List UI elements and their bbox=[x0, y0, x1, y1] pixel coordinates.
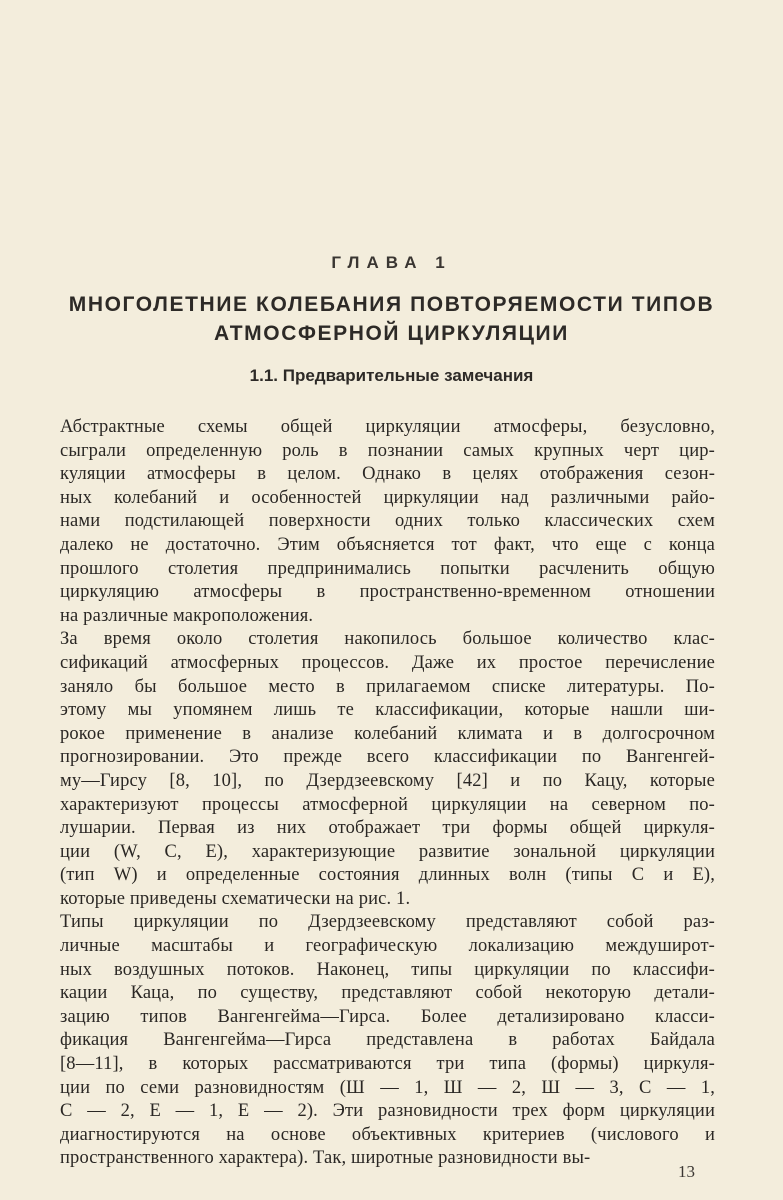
text-line: му—Гирсу [8, 10], по Дзердзеевскому [42] и по Кацу, которые bbox=[60, 770, 715, 791]
page-number: 13 bbox=[678, 1162, 695, 1181]
text-line: далеко не достаточно. Этим объясняется тот факт, что еще с конца bbox=[60, 534, 715, 555]
body-text bbox=[60, 416, 715, 1171]
text-line: За время около столетия накопилось большое количество клас- bbox=[60, 629, 715, 650]
text-line: ных колебаний и особенностей циркуляции над различными райо- bbox=[60, 487, 715, 508]
text-line: прогнозировании. Это прежде всего классификации по Вангенгей- bbox=[60, 747, 715, 768]
text-line: С — 2, Е — 1, Е — 2). Эти разновидности трех форм циркуляции bbox=[60, 1101, 715, 1122]
chapter-title-line-2: АТМОСФЕРНОЙ ЦИРКУЛЯЦИИ bbox=[214, 322, 569, 345]
text-line: характеризуют процессы атмосферной циркуляции на северном по- bbox=[60, 794, 715, 815]
text-line: (тип W) и определенные состояния длинных волн (типы C и E), bbox=[60, 865, 715, 886]
paragraph bbox=[60, 911, 715, 1171]
text-line: личные масштабы и географическую локализацию междуширот- bbox=[60, 936, 715, 957]
text-line: ных воздушных потоков. Наконец, типы циркуляции по классифи- bbox=[60, 959, 715, 980]
text-line: заняло бы большое место в прилагаемом списке литературы. По- bbox=[60, 676, 715, 697]
text-line: сификаций атмосферных процессов. Даже их простое перечисление bbox=[60, 652, 715, 673]
paragraph bbox=[60, 416, 715, 628]
text-line: [8—11], в которых рассматриваются три типа (формы) циркуля- bbox=[60, 1054, 715, 1075]
text-line: ции (W, C, E), характеризующие развитие зональной циркуляции bbox=[60, 841, 715, 862]
text-line: диагностируются на основе объективных критериев (числового и bbox=[60, 1124, 715, 1145]
text-line: прошлого столетия предпринимались попытки расчленить общую bbox=[60, 558, 715, 579]
chapter-title bbox=[30, 290, 753, 348]
text-line: зацию типов Вангенгейма—Гирса. Более детализировано класси- bbox=[60, 1006, 715, 1027]
text-line: Абстрактные схемы общей циркуляции атмосферы, безусловно, bbox=[60, 417, 715, 437]
text-line: кации Каца, по существу, представляют собой некоторую детали- bbox=[60, 983, 715, 1004]
section-title: 1.1. Предварительные замечания bbox=[249, 366, 534, 385]
text-line: Типы циркуляции по Дзердзеевскому представляют собой раз- bbox=[60, 912, 715, 933]
text-line: циркуляцию атмосферы в пространственно-временном отношении bbox=[60, 582, 715, 603]
text-line: сыграли определенную роль в познании самых крупных черт цир- bbox=[60, 440, 715, 461]
text-line: лушарии. Первая из них отображает три формы общей циркуля- bbox=[60, 818, 715, 839]
text-line: куляции атмосферы в целом. Однако в целях отображения сезон- bbox=[60, 464, 715, 485]
text-line: этому мы упомянем лишь те классификации, которые нашли ши- bbox=[60, 700, 715, 721]
text-line: которые приведены схематически на рис. 1. bbox=[60, 888, 411, 909]
text-line: ции по семи разновидностям (Ш — 1, Ш — 2, Ш — 3, С — 1, bbox=[60, 1077, 715, 1098]
paragraph bbox=[60, 628, 715, 911]
text-line: на различные макроположения. bbox=[60, 605, 314, 626]
text-line: рокое применение в анализе колебаний климата и в долгосрочном bbox=[60, 723, 715, 744]
text-line: пространственного характера). Так, широтные разновидности вы- bbox=[60, 1148, 591, 1169]
chapter-title-line-1: МНОГОЛЕТНИЕ КОЛЕБАНИЯ ПОВТОРЯЕМОСТИ ТИПОВ bbox=[68, 293, 715, 316]
text-line: фикация Вангенгейма—Гирса представлена в работах Байдала bbox=[60, 1030, 715, 1051]
chapter-label: ГЛАВА 1 bbox=[331, 253, 452, 272]
text-line: нами подстилающей поверхности одних только классических схем bbox=[60, 511, 715, 532]
